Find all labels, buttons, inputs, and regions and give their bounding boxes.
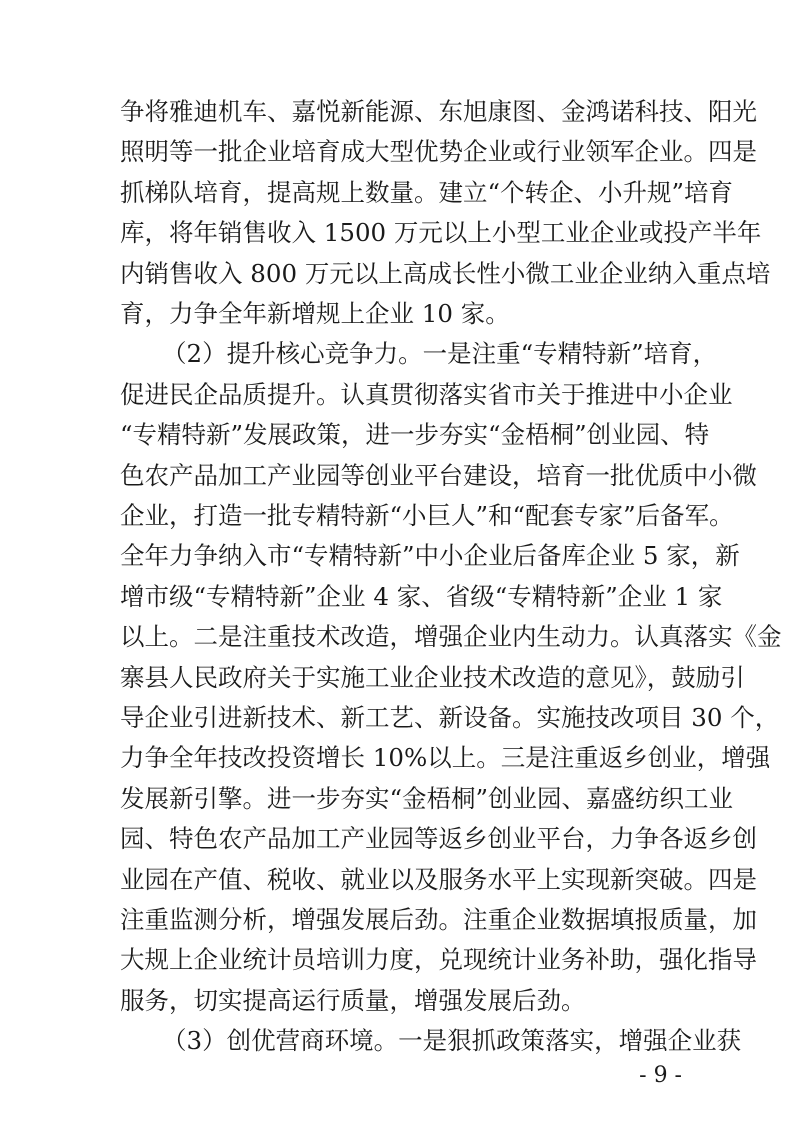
body-text-line: “专精特新”发展政策，进一步夯实“金梧桐”创业园、特 <box>120 420 710 450</box>
body-text-line: 寨县人民政府关于实施工业企业技术改造的意见》，鼓励引 <box>120 662 745 692</box>
body-text-line: 内销售收入 800 万元以上高成长性小微工业企业纳入重点培 <box>120 258 771 288</box>
body-text-line: 育，力争全年新增规上企业 10 家。 <box>120 299 510 328</box>
body-text-line: 注重监测分析，增强发展后劲。注重企业数据填报质量，加 <box>120 905 757 934</box>
section-heading-line: （3）创优营商环境。一是狠抓政策落实，增强企业获 <box>162 1026 742 1056</box>
body-text-line: 发展新引擎。进一步夯实“金梧桐”创业园、嘉盛纺织工业 <box>120 783 734 813</box>
body-text-line: 照明等一批企业培育成大型优势企业或行业领军企业。四是 <box>120 137 757 167</box>
body-text-line: 导企业引进新技术、新工艺、新设备。实施技改项目 30 个， <box>120 703 780 732</box>
body-text-line: 力争全年技改投资增长 10%以上。三是注重返乡创业，增强 <box>120 743 771 773</box>
page-number: - 9 - <box>639 1063 682 1088</box>
body-text-line: 抓梯队培育，提高规上数量。建立“个转企、小升规”培育 <box>120 177 734 207</box>
body-text-line: 以上。二是注重技术改造，增强企业内生动力。认真落实《金 <box>120 622 782 652</box>
body-text-line: 库，将年销售收入 1500 万元以上小型工业企业或投产半年 <box>120 218 762 248</box>
body-text-line: 增市级“专精特新”企业 4 家、省级“专精特新”企业 1 家 <box>120 581 723 611</box>
section-heading-line: （2）提升核心竞争力。一是注重“专精特新”培育， <box>162 339 718 369</box>
body-text-line: 色农产品加工产业园等创业平台建设，培育一批优质中小微 <box>120 460 757 490</box>
body-text-line: 争将雅迪机车、嘉悦新能源、东旭康图、金鸿诺科技、阳光 <box>120 97 757 126</box>
body-text-line: 促进民企品质提升。认真贯彻落实省市关于推进中小企业 <box>120 379 733 409</box>
body-text-line: 服务，切实提高运行质量，增强发展后劲。 <box>120 985 586 1015</box>
body-text-line: 全年力争纳入市“专精特新”中小企业后备库企业 5 家，新 <box>120 541 740 571</box>
body-text-line: 企业，打造一批专精特新“小巨人”和“配套专家”后备军。 <box>120 501 734 530</box>
body-text-line: 业园在产值、税收、就业以及服务水平上实现新突破。四是 <box>120 864 757 894</box>
body-text-line: 大规上企业统计员培训力度，兑现统计业务补助，强化指导 <box>120 945 757 975</box>
body-text-line: 园、特色农产品加工产业园等返乡创业平台，力争各返乡创 <box>120 824 757 854</box>
